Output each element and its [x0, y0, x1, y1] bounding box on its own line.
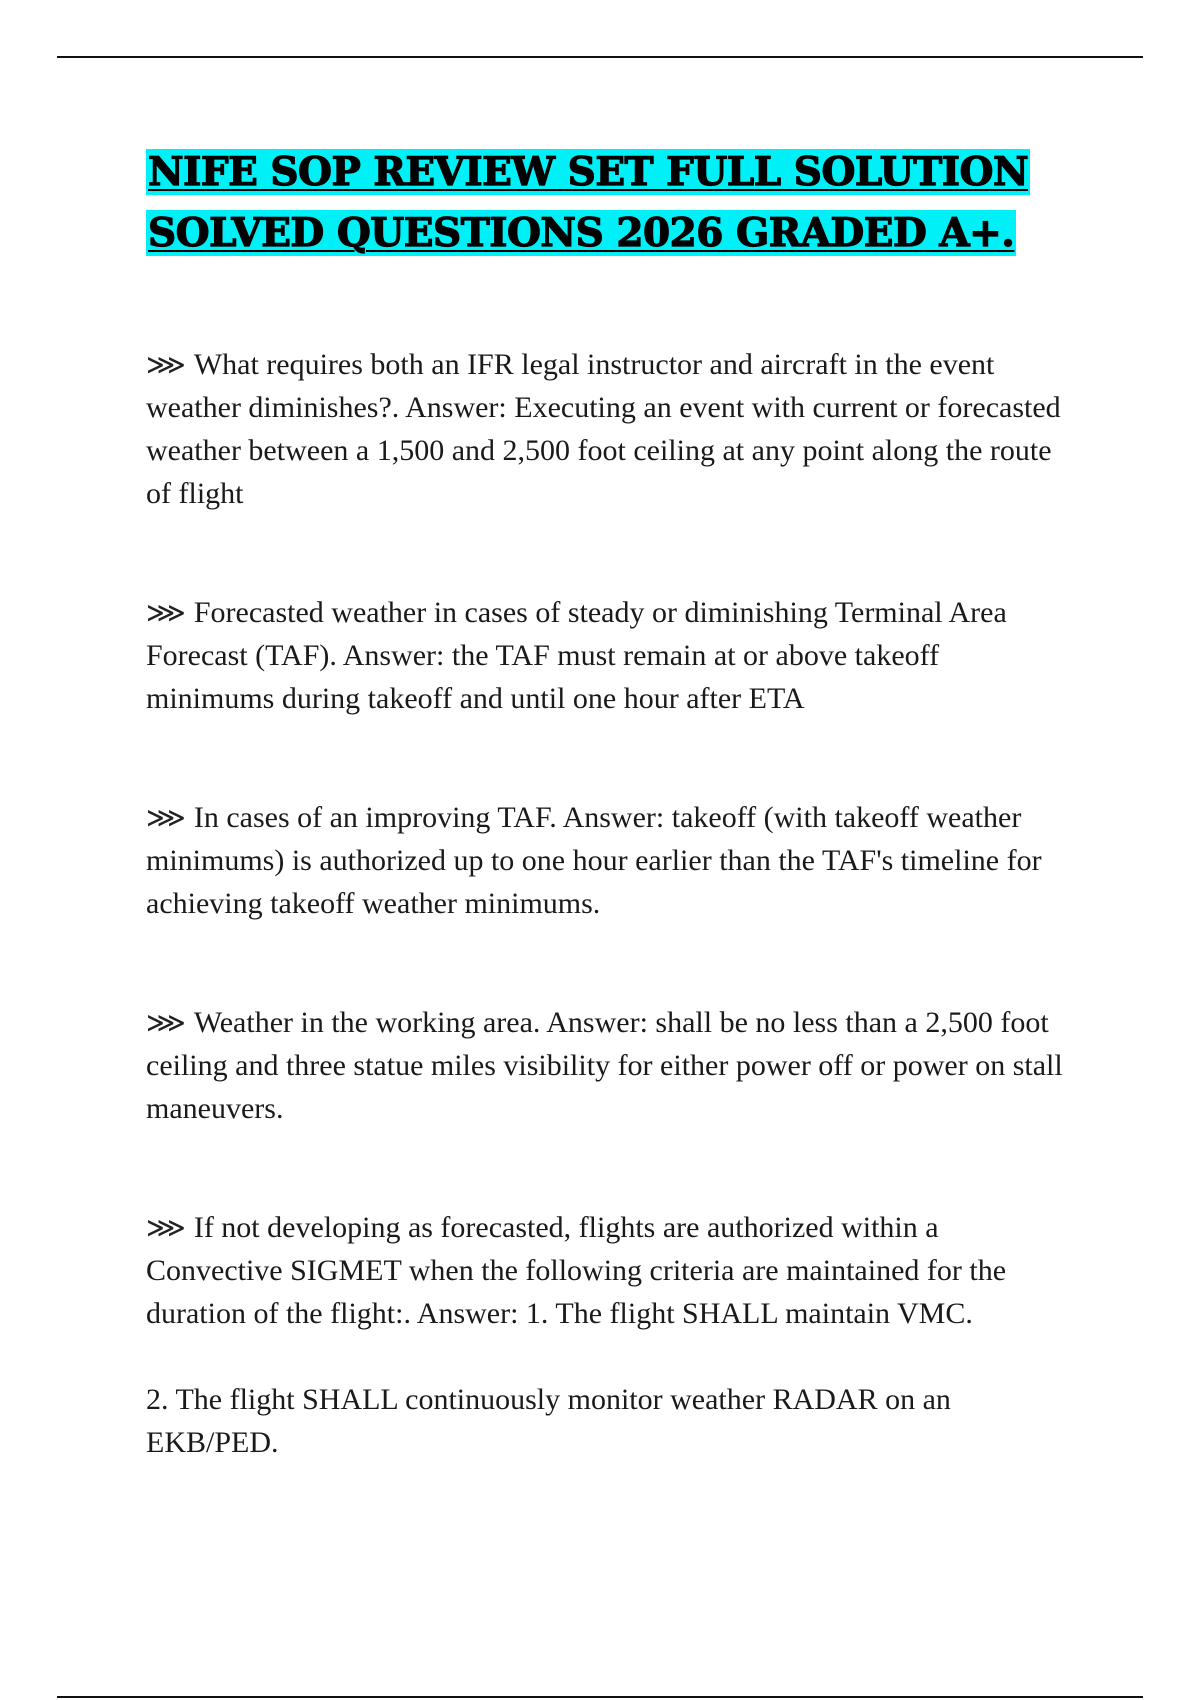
bullet-arrow-icon: ⋙ [146, 1211, 186, 1244]
bullet-arrow-icon: ⋙ [146, 1006, 186, 1039]
qa-list [146, 343, 1066, 1464]
qa-item-4 [146, 1001, 1066, 1130]
qa-item-1 [146, 343, 1066, 515]
qa-item-text: What requires both an IFR legal instructor and aircraft in the event weather diminishes?. Answer: Executing an event with current or forecasted weather between a 1,500 and 2,500 foot ceiling at any point along the route of flight [146, 348, 1061, 510]
top-rule [57, 56, 1143, 58]
bullet-arrow-icon: ⋙ [146, 348, 186, 381]
document-body [146, 142, 1066, 1540]
document-title [146, 142, 1066, 264]
qa-item-5 [146, 1206, 1066, 1335]
bullet-arrow-icon: ⋙ [146, 801, 186, 834]
title-line-1: NIFE SOP REVIEW SET FULL SOLUTION [148, 149, 1029, 195]
qa-continuation: 2. The flight SHALL continuously monitor weather RADAR on an EKB/PED. [146, 1383, 951, 1459]
qa-item-text: In cases of an improving TAF. Answer: takeoff (with takeoff weather minimums) is authorized up to one hour earlier than the TAF's timeline for achieving takeoff weather minimums. [146, 801, 1042, 920]
bullet-arrow-icon: ⋙ [146, 596, 186, 629]
title-line-2: SOLVED QUESTIONS 2026 GRADED A+. [148, 210, 1015, 256]
bottom-rule [57, 1696, 1143, 1698]
qa-item-text: Weather in the working area. Answer: shall be no less than a 2,500 foot ceiling and three statue miles visibility for either power off or power on stall maneuvers. [146, 1006, 1063, 1125]
qa-item-3 [146, 796, 1066, 925]
qa-item-text: If not developing as forecasted, flights are authorized within a Convective SIGMET when the following criteria are maintained for the duration of the flight:. Answer: 1. The flight SHALL maintain VMC. [146, 1211, 1007, 1330]
qa-item-text: Forecasted weather in cases of steady or diminishing Terminal Area Forecast (TAF). Answer: the TAF must remain at or above takeoff minimums during takeoff and until one hour after ETA [146, 596, 1007, 715]
qa-item-2 [146, 591, 1066, 720]
